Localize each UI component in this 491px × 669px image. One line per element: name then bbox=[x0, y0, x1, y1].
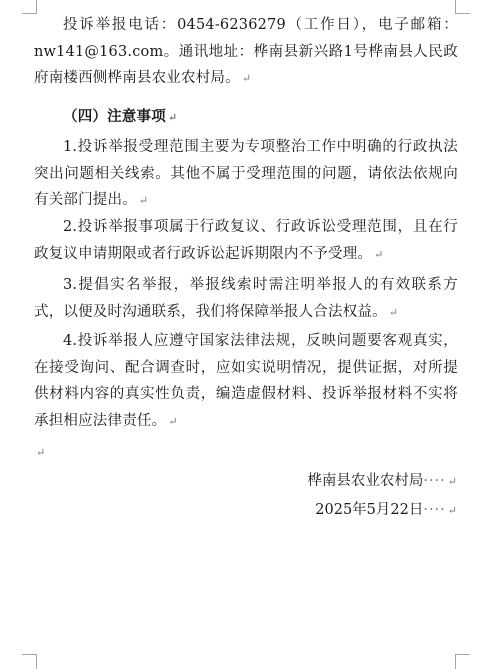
trailing-dots: ···· bbox=[423, 502, 446, 518]
notice-item-2 bbox=[34, 214, 458, 268]
notice-item-text: 1.投诉举报受理范围主要为专项整治工作中明确的行政执法突出问题相关线索。其他不属于受理范围的问题，请依法依规向有关部门提出。 bbox=[34, 139, 458, 208]
paragraph-mark-icon: ↵ bbox=[447, 504, 457, 517]
paragraph-mark-icon: ↵ bbox=[374, 247, 384, 261]
paragraph-mark-icon: ↵ bbox=[138, 194, 149, 207]
paragraph-mark-icon: ↵ bbox=[167, 111, 178, 124]
contact-paragraph bbox=[34, 12, 458, 93]
trailing-dots: ···· bbox=[423, 473, 446, 489]
paragraph-mark-icon: ↵ bbox=[447, 475, 457, 488]
paragraph-mark-icon: ↵ bbox=[36, 446, 46, 459]
paragraph-mark-icon: ↵ bbox=[241, 72, 252, 85]
contact-text: 投诉举报电话：0454-6236279（工作日），电子邮箱：nw141@163.com。通讯地址：桦南县新兴路1号桦南县人民政府南楼西侧桦南县农业农村局。 bbox=[34, 17, 458, 86]
signature-org bbox=[307, 468, 457, 496]
paragraph-mark-icon: ↵ bbox=[388, 305, 399, 319]
signature-org-text: 桦南县农业农村局 bbox=[307, 473, 424, 489]
notice-item-text: 3.提倡实名举报，举报线索时需注明举报人的有效联系方式，以便及时沟通联系，我们将保障举报人合法权益。 bbox=[34, 277, 458, 320]
notice-item-3 bbox=[34, 272, 458, 326]
notice-item-text: 2.投诉举报事项属于行政复议、行政诉讼受理范围，且在行政复议申请期限或者行政诉讼起诉期限内不予受理。 bbox=[34, 219, 458, 262]
signature-date-text: 2025年5月22日 bbox=[315, 502, 424, 518]
signature-date bbox=[315, 497, 457, 525]
notice-item-4 bbox=[34, 328, 458, 435]
notice-item-1 bbox=[34, 134, 458, 215]
notice-item-text: 4.投诉举报人应遵守国家法律法规，反映问题要客观真实，在接受询问、配合调查时，应如实说明情况，提供证据，对所提供材料内容的真实性负责，编造虚假材料、投诉举报材料不实将承担相应法律责任。 bbox=[34, 333, 458, 429]
paragraph-mark-icon: ↵ bbox=[168, 414, 178, 428]
section-heading bbox=[34, 104, 458, 132]
section-heading-text: （四）注意事项 bbox=[63, 108, 166, 125]
